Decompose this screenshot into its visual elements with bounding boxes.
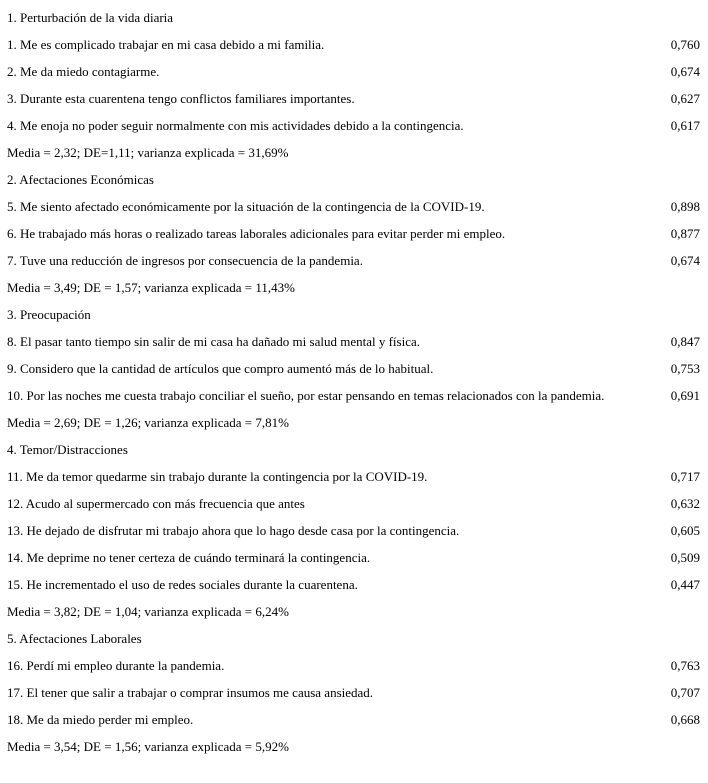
item-text: 2. Me da miedo contagiarme. <box>7 64 160 79</box>
item-text: 7. Tuve una reducción de ingresos por consecuencia de la pandemia. <box>7 253 363 268</box>
item-loading-value: 0,847 <box>670 334 700 349</box>
table-row <box>0 328 708 355</box>
table-row <box>0 112 708 139</box>
section-title: 1. Perturbación de la vida diaria <box>7 10 174 25</box>
item-text: 4. Me enoja no poder seguir normalmente con mis actividades debido a la contingencia. <box>7 118 464 133</box>
item-loading-value: 0,605 <box>670 523 700 538</box>
item-text: 6. He trabajado más horas o realizado tareas laborales adicionales para evitar perder mi empleo. <box>7 226 506 241</box>
table-row <box>0 382 708 409</box>
section-summary: Media = 2,32; DE=1,11; varianza explicada = 31,69% <box>7 145 289 160</box>
item-loading-value: 0,509 <box>670 550 700 565</box>
item-text: 12. Acudo al supermercado con más frecuencia que antes <box>7 496 305 511</box>
table-row <box>0 355 708 382</box>
item-loading-value: 0,691 <box>670 388 700 403</box>
section-summary-row <box>0 139 708 166</box>
item-text: 10. Por las noches me cuesta trabajo conciliar el sueño, por estar pensando en temas relacionados con la pandemia. <box>7 388 605 403</box>
table-row <box>0 706 708 733</box>
item-loading-value: 0,763 <box>670 658 700 673</box>
item-text: 17. El tener que salir a trabajar o comprar insumos me causa ansiedad. <box>7 685 374 700</box>
section-title: 5. Afectaciones Laborales <box>7 631 142 646</box>
table-row <box>0 247 708 274</box>
item-text: 1. Me es complicado trabajar en mi casa debido a mi familia. <box>7 37 325 52</box>
item-text: 16. Perdí mi empleo durante la pandemia. <box>7 658 225 673</box>
section-summary-row <box>0 598 708 625</box>
table-row <box>0 31 708 58</box>
item-text: 9. Considero que la cantidad de artículos que compro aumentó más de lo habitual. <box>7 361 434 376</box>
item-text: 8. El pasar tanto tiempo sin salir de mi casa ha dañado mi salud mental y física. <box>7 334 420 349</box>
item-loading-value: 0,617 <box>670 118 700 133</box>
item-text: 11. Me da temor quedarme sin trabajo durante la contingencia por la COVID-19. <box>7 469 428 484</box>
item-text: 3. Durante esta cuarentena tengo conflictos familiares importantes. <box>7 91 355 106</box>
section-title-row <box>0 436 708 463</box>
section-title: 2. Afectaciones Económicas <box>7 172 154 187</box>
section-summary: Media = 3,82; DE = 1,04; varianza explicada = 6,24% <box>7 604 289 619</box>
table-row <box>0 652 708 679</box>
item-loading-value: 0,753 <box>670 361 700 376</box>
item-text: 18. Me da miedo perder mi empleo. <box>7 712 194 727</box>
section-title-row <box>0 625 708 652</box>
section-title-row <box>0 4 708 31</box>
item-loading-value: 0,447 <box>670 577 700 592</box>
table-row <box>0 490 708 517</box>
table-row <box>0 193 708 220</box>
table-row <box>0 463 708 490</box>
section-title-row <box>0 166 708 193</box>
table-row <box>0 544 708 571</box>
item-loading-value: 0,707 <box>670 685 700 700</box>
item-loading-value: 0,717 <box>670 469 700 484</box>
section-summary-row <box>0 733 708 760</box>
section-title: 3. Preocupación <box>7 307 91 322</box>
item-text: 5. Me siento afectado económicamente por la situación de la contingencia de la COVID-19. <box>7 199 485 214</box>
item-text: 13. He dejado de disfrutar mi trabajo ahora que lo hago desde casa por la contingencia. <box>7 523 460 538</box>
section-title: 4. Temor/Distracciones <box>7 442 128 457</box>
item-loading-value: 0,632 <box>670 496 700 511</box>
item-loading-value: 0,627 <box>670 91 700 106</box>
item-loading-value: 0,674 <box>670 253 700 268</box>
item-loading-value: 0,898 <box>670 199 700 214</box>
item-loading-value: 0,674 <box>670 64 700 79</box>
section-summary-row <box>0 274 708 301</box>
item-text: 15. He incrementado el uso de redes sociales durante la cuarentena. <box>7 577 358 592</box>
factor-loadings-table <box>0 4 708 760</box>
table-row <box>0 220 708 247</box>
table-row <box>0 85 708 112</box>
table-row <box>0 571 708 598</box>
item-loading-value: 0,877 <box>670 226 700 241</box>
table-row <box>0 517 708 544</box>
item-loading-value: 0,668 <box>670 712 700 727</box>
section-summary-row <box>0 409 708 436</box>
item-text: 14. Me deprime no tener certeza de cuándo terminará la contingencia. <box>7 550 371 565</box>
table-row <box>0 58 708 85</box>
item-loading-value: 0,760 <box>670 37 700 52</box>
table-row <box>0 679 708 706</box>
section-summary: Media = 2,69; DE = 1,26; varianza explicada = 7,81% <box>7 415 289 430</box>
section-title-row <box>0 301 708 328</box>
section-summary: Media = 3,54; DE = 1,56; varianza explicada = 5,92% <box>7 739 289 754</box>
section-summary: Media = 3,49; DE = 1,57; varianza explicada = 11,43% <box>7 280 295 295</box>
